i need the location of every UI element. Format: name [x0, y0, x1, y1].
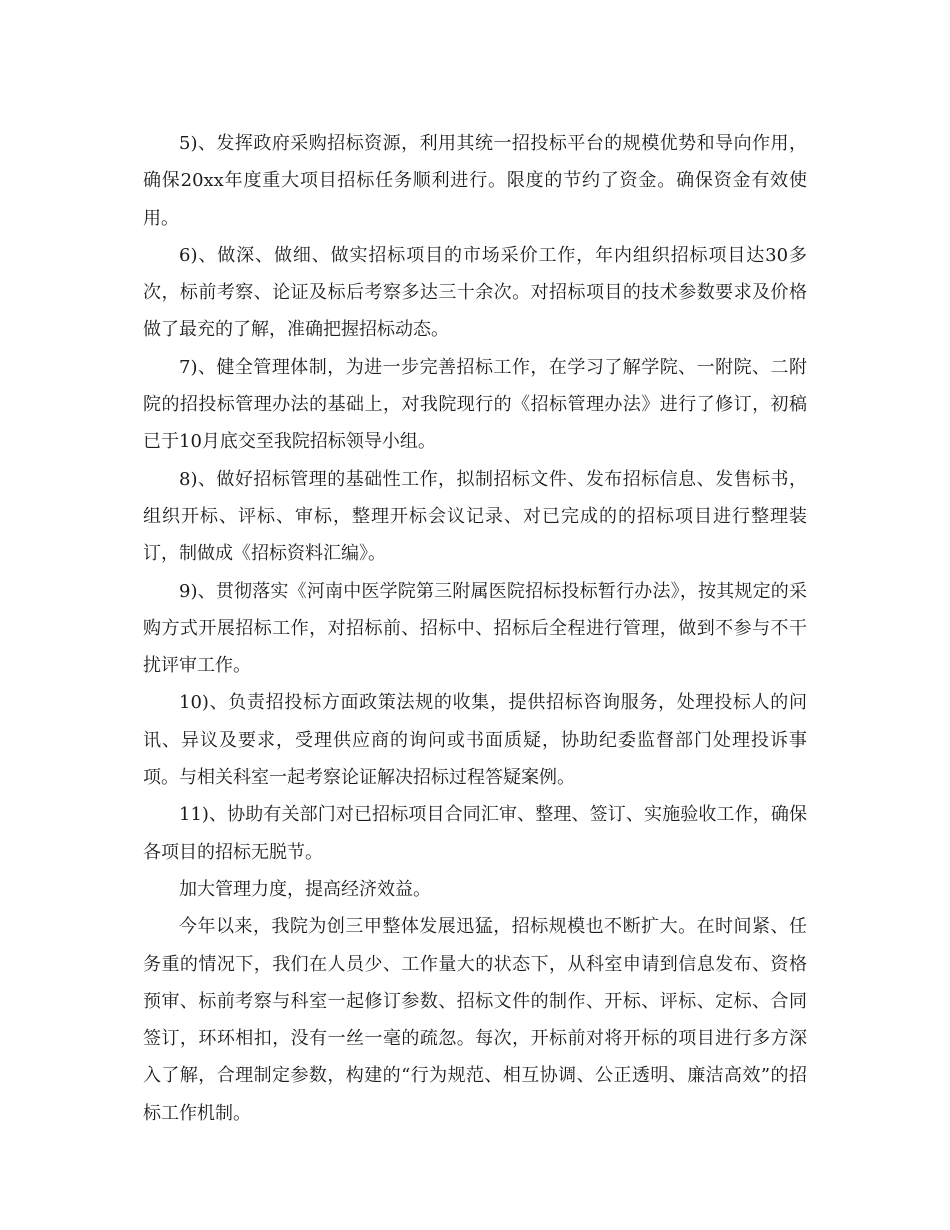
paragraph-item-9: 9)、贯彻落实《河南中医学院第三附属医院招标投标暂行办法》，按其规定的采购方式开展招标工作，对招标前、招标中、招标后全程进行管理，做到不参与不干扰评审工作。	[143, 580, 807, 677]
paragraph-item-8: 8)、做好招标管理的基础性工作，拟制招标文件、发布招标信息、发售标书，组织开标、评标、审标，整理开标会议记录、对已完成的的招标项目进行整理装订，制做成《招标资料汇编》。	[143, 468, 807, 565]
paragraph-item-10: 10)、负责招投标方面政策法规的收集，提供招标咨询服务，处理投标人的问讯、异议及要求，受理供应商的询问或书面质疑，协助纪委监督部门处理投诉事项。与相关科室一起考察论证解决招标过程答疑案例。	[143, 692, 807, 789]
paragraph-item-6: 6)、做深、做细、做实招标项目的市场采价工作，年内组织招标项目达30多次，标前考察、论证及标后考察多达三十余次。对招标项目的技术参数要求及价格做了最充的了解，准确把握招标动态。	[143, 244, 807, 341]
document-body	[143, 125, 807, 1132]
paragraph-item-5: 5)、发挥政府采购招标资源，利用其统一招投标平台的规模优势和导向作用，确保20xx年度重大项目招标任务顺利进行。限度的节约了资金。确保资金有效使用。	[143, 133, 807, 229]
paragraph-item-11: 11)、协助有关部门对已招标项目合同汇审、整理、签订、实施验收工作，确保各项目的招标无脱节。	[143, 804, 807, 863]
paragraph-item-7: 7)、健全管理体制，为进一步完善招标工作，在学习了解学院、一附院、二附院的招投标管理办法的基础上，对我院现行的《招标管理办法》进行了修订，初稿已于10月底交至我院招标领导小组。	[143, 356, 807, 453]
section-heading: 加大管理力度，提高经济效益。	[179, 878, 431, 900]
paragraph-summary: 今年以来，我院为创三甲整体发展迅猛，招标规模也不断扩大。在时间紧、任务重的情况下，我们在人员少、工作量大的状态下，从科室申请到信息发布、资格预审、标前考察与科室一起修订参数、招标文件的制作、开标、评标、定标、合同签订，环环相扣，没有一丝一毫的疏忽。每次，开标前对将开标的项目进行多方深入了解，合理制定参数，构建的“行为规范、相互协调、公正透明、廉洁高效”的招标工作机制。	[143, 916, 807, 1124]
